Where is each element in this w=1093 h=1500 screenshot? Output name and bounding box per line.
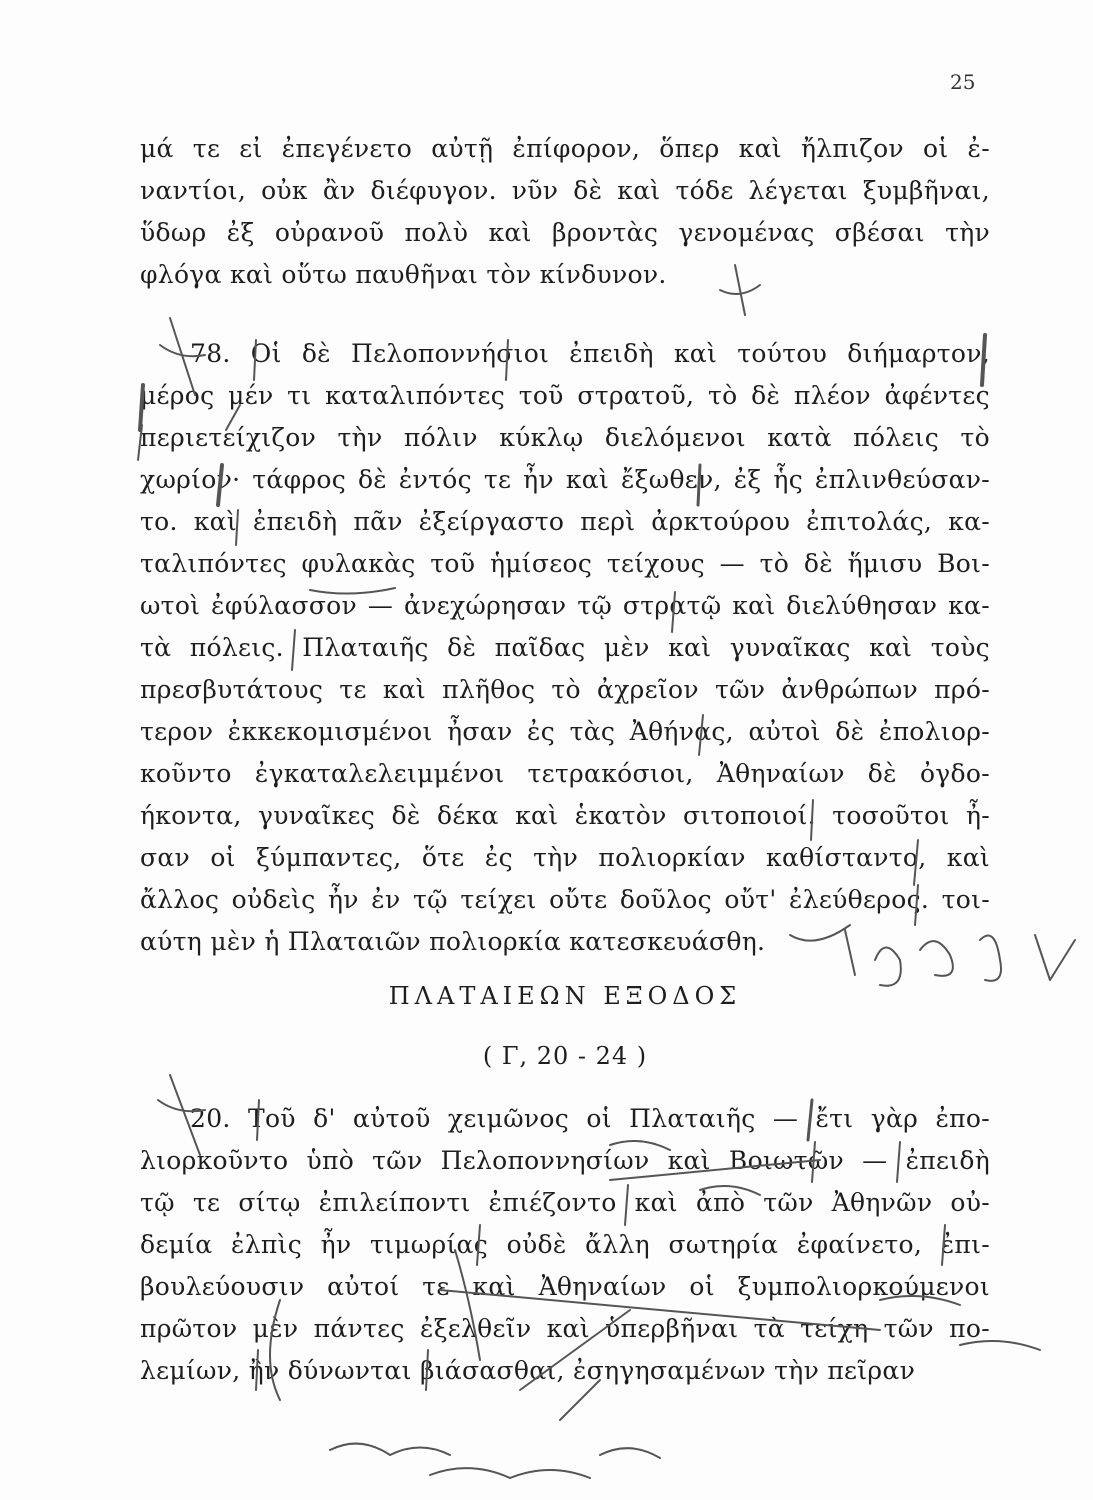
pencil-scribble (330, 1444, 450, 1455)
text-line: σαν οἱ ξύμπαντες, ὅτε ἐς τὴν πολιορκίαν καθίσταντο, καὶ (140, 843, 990, 872)
text-line: ήκοντα, γυναῖκες δὲ δέκα καὶ ἑκατὸν σιτοποιοί. τοσοῦτοι ἦ- (140, 801, 990, 830)
text-line: 78. Οἱ δὲ Πελοποννήσιοι ἐπειδὴ καὶ τούτου διήμαρτον, (190, 339, 990, 368)
text-line: μά τε εἰ ἐπεγένετο αὐτῇ ἐπίφορον, ὅπερ καὶ ἤλπιζον οἱ ἐ- (140, 134, 990, 163)
pencil-scribble (600, 1448, 660, 1458)
text-line: ναντίοι, οὐκ ἂν διέφυγον. νῦν δὲ καὶ τόδε λέγεται ξυμβῆναι, (140, 176, 990, 205)
text-line: χωρίον· τάφρος δὲ ἐντός τε ἦν καὶ ἔξωθεν, ἐξ ἧς ἐπλινθεύσαν- (140, 465, 990, 494)
text-line: λιορκοῦντο ὑπὸ τῶν Πελοποννησίων καὶ Βοιωτῶν — ἐπειδὴ (140, 1146, 990, 1175)
text-line: ὕδωρ ἐξ οὐρανοῦ πολὺ καὶ βροντὰς γενομένας σβέσαι τὴν (140, 218, 990, 247)
text-line: φλόγα καὶ οὕτω παυθῆναι τὸν κίνδυνον. (140, 260, 667, 289)
paragraph-20 (140, 1098, 990, 1392)
paragraph-1 (140, 128, 990, 296)
paragraph-78 (140, 333, 990, 963)
pencil-scribble (1035, 935, 1075, 980)
text-line: το. καὶ ἐπειδὴ πᾶν ἐξείργαστο περὶ ἀρκτούρου ἐπιτολάς, κα- (140, 507, 990, 536)
text-line: κοῦντο ἐγκαταλελειμμένοι τετρακόσιοι, Ἀθηναίων δὲ ὀγδο- (140, 759, 990, 788)
text-line: βουλεύουσιν αὐτοί τε καὶ Ἀθηναίων οἱ ξυμπολιορκούμενοι (140, 1272, 990, 1301)
text-line: 20. Τοῦ δ' αὐτοῦ χειμῶνος οἱ Πλαταιῆς — ἔτι γὰρ ἐπο- (190, 1104, 990, 1133)
section-reference: ( Γ, 20 - 24 ) (482, 1042, 648, 1070)
text-line: πρεσβυτάτους τε καὶ πλῆθος τὸ ἀχρεῖον τῶν ἀνθρώπων πρό- (140, 675, 990, 704)
text-line: ἄλλος οὐδεὶς ἦν ἐν τῷ τείχει οὔτε δοῦλος οὔτ' ἐλεύθερος. τοι- (140, 885, 990, 914)
text-line: ωτοὶ ἐφύλασσον — ἀνεχώρησαν τῷ στρατῷ καὶ διελύθησαν κα- (140, 591, 990, 620)
text-line: ταλιπόντες φυλακὰς τοῦ ἡμίσεος τείχους — τὸ δὲ ἥμισυ Βοι- (140, 549, 990, 578)
text-line: πρῶτον μὲν πάντες ἐξελθεῖν καὶ ὑπερβῆναι τὰ τείχη τῶν πο- (140, 1314, 990, 1343)
page-number: 25 (950, 70, 976, 94)
text-line: τῷ τε σίτῳ ἐπιλείποντι ἐπιέζοντο καὶ ἀπὸ τῶν Ἀθηνῶν οὐ- (140, 1188, 990, 1217)
text-line: δεμία ἐλπὶς ἦν τιμωρίας οὐδὲ ἄλλη σωτηρία ἐφαίνετο, ἐπι- (140, 1230, 990, 1259)
section-title: ΠΛΑΤΑΙΕΩΝ ΕΞΟΔΟΣ (388, 982, 742, 1010)
text-line: λεμίων, ἢν δύνωνται βιάσασθαι, ἐσηγησαμένων τὴν πεῖραν (140, 1356, 916, 1385)
text-line: αύτη μὲν ἡ Πλαταιῶν πολιορκία κατεσκευάσθη. (140, 927, 766, 956)
text-line: περιετείχιζον τὴν πόλιν κύκλῳ διελόμενοι κατὰ πόλεις τὸ (140, 423, 990, 452)
text-line: τερον ἐκκεκομισμένοι ἦσαν ἐς τὰς Ἀθήνας, αὐτοὶ δὲ ἐπολιορ- (140, 717, 990, 746)
text-line: μέρος μέν τι καταλιπόντες τοῦ στρατοῦ, τὸ δὲ πλέον ἀφέντες (140, 381, 990, 410)
text-line: τὰ πόλεις. Πλαταιῆς δὲ παῖδας μὲν καὶ γυναῖκας καὶ τοὺς (140, 633, 990, 662)
pencil-scribble (430, 1468, 590, 1478)
